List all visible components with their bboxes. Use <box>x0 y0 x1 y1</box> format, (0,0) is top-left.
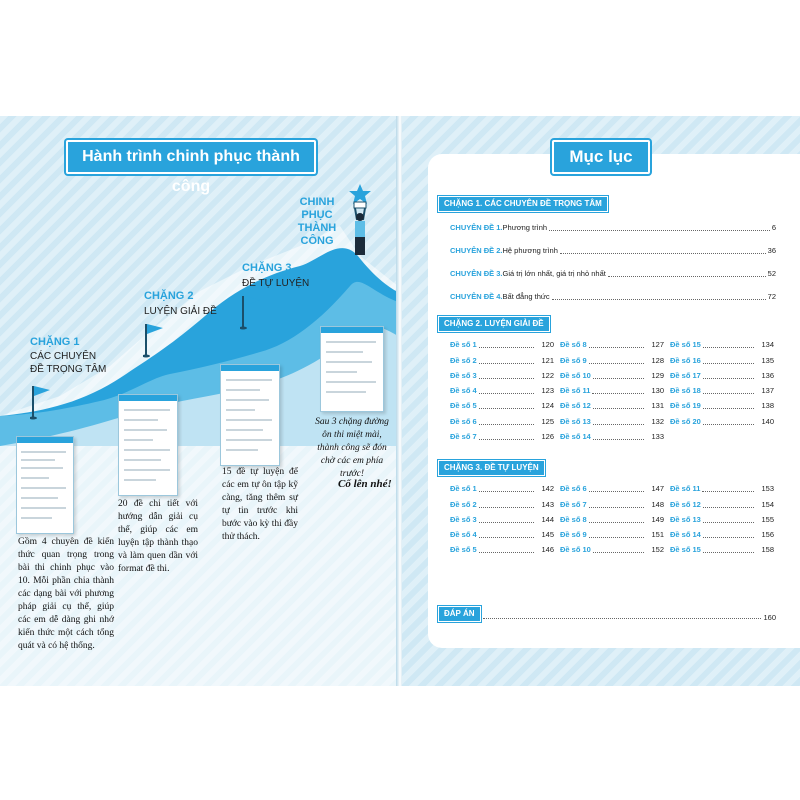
toc-entry-label: Đề số 16 <box>670 355 701 365</box>
toc-entry[interactable] <box>450 367 554 382</box>
toc-entry-label: Đề số 14 <box>560 432 591 442</box>
dot-leader <box>703 537 754 538</box>
dot-leader <box>479 347 534 348</box>
toc-entry-page: 142 <box>541 484 554 494</box>
toc-entry[interactable] <box>450 541 554 556</box>
stage-2-subtitle: LUYỆN GIẢI ĐỀ <box>144 306 217 317</box>
toc-topic-key: CHUYÊN ĐỀ 4. <box>450 292 503 301</box>
toc-entry-label: Đề số 12 <box>560 401 591 411</box>
book-spread <box>0 116 800 686</box>
toc-topic-page: 36 <box>767 246 776 255</box>
toc-entry-label: Đề số 2 <box>450 499 477 509</box>
toc-entry-label: Đề số 10 <box>560 545 591 555</box>
dot-leader <box>479 378 534 379</box>
dot-leader <box>703 507 754 508</box>
toc-entry-page: 133 <box>651 432 664 442</box>
toc-entry[interactable] <box>560 336 664 351</box>
toc-entry-label: Đề số 7 <box>560 499 587 509</box>
toc-entry-label: Đề số 12 <box>670 499 701 509</box>
toc-entry-page: 129 <box>651 370 664 380</box>
document-thumbnail-icon <box>320 326 384 412</box>
dot-leader <box>703 424 754 425</box>
toc-entry-page: 146 <box>541 545 554 555</box>
toc-entry[interactable] <box>560 351 664 366</box>
dot-leader <box>589 537 644 538</box>
toc-entry-page: 148 <box>651 499 664 509</box>
toc-entry-label: Đề số 1 <box>450 484 477 494</box>
toc-topic-title: Hệ phương trình <box>502 246 558 255</box>
dot-leader <box>593 408 644 409</box>
document-thumbnail-icon <box>220 364 280 466</box>
dot-leader <box>593 424 644 425</box>
toc-entry[interactable] <box>560 526 664 541</box>
toc-entry-label: Đề số 13 <box>560 416 591 426</box>
toc-entry-page: 122 <box>541 370 554 380</box>
answers-header: ĐÁP ÁN <box>438 606 481 622</box>
toc-entry[interactable] <box>450 336 554 351</box>
toc-entry[interactable] <box>560 397 664 412</box>
toc-entry[interactable] <box>450 351 554 366</box>
toc-entry[interactable] <box>450 511 554 526</box>
toc-entry-label: Đề số 20 <box>670 416 701 426</box>
toc-entry-page: 152 <box>651 545 664 555</box>
toc-entry[interactable] <box>670 495 774 510</box>
toc-entry-page: 155 <box>761 514 774 524</box>
stage-3-subtitle: ĐỀ TỰ LUYỆN <box>242 278 310 289</box>
dot-leader <box>552 299 766 300</box>
toc-entry-page: 124 <box>541 401 554 411</box>
toc-entry[interactable] <box>560 367 664 382</box>
person-icon <box>345 184 375 264</box>
toc-entry-label: Đề số 19 <box>670 401 701 411</box>
toc-entry-page: 123 <box>541 386 554 396</box>
dot-leader <box>479 507 534 508</box>
flag-icon <box>143 322 165 358</box>
stage-1-subtitle: CÁC CHUYÊN ĐỀ TRỌNG TÂM <box>30 351 107 375</box>
toc-entry[interactable] <box>670 382 774 397</box>
toc-entry-page: 156 <box>761 530 774 540</box>
toc-entry[interactable] <box>450 397 554 412</box>
toc-entry-label: Đề số 4 <box>450 386 477 396</box>
toc-entry[interactable] <box>450 428 554 443</box>
toc-entry-label: Đề số 1 <box>450 340 477 350</box>
toc-entry[interactable] <box>670 480 774 495</box>
toc-entry[interactable] <box>560 541 664 556</box>
toc-topic-key: CHUYÊN ĐỀ 3. <box>450 269 503 278</box>
section-2-header: CHẶNG 2. LUYỆN GIẢI ĐỀ <box>438 316 550 332</box>
toc-entry-label: Đề số 9 <box>560 530 587 540</box>
toc-entry-page: 134 <box>761 340 774 350</box>
journey-banner: Hành trình chinh phục thành công <box>66 140 316 174</box>
cheer-text: Cố lên nhé! <box>338 478 392 490</box>
dot-leader <box>593 439 644 440</box>
dot-leader <box>560 253 766 254</box>
dot-leader <box>479 552 534 553</box>
dot-leader <box>589 347 644 348</box>
toc-entry[interactable] <box>450 495 554 510</box>
dot-leader <box>479 408 534 409</box>
answers-row[interactable] <box>438 606 776 622</box>
toc-entry-page: 154 <box>761 499 774 509</box>
flag-icon <box>240 294 262 330</box>
toc-banner: Mục lục <box>552 140 650 174</box>
dot-leader <box>608 276 766 277</box>
dot-leader <box>479 522 534 523</box>
dot-leader <box>479 537 534 538</box>
toc-topic-row[interactable] <box>450 268 776 280</box>
toc-entry[interactable] <box>670 397 774 412</box>
toc-entry[interactable] <box>670 412 774 427</box>
section-1-header: CHẶNG 1. CÁC CHUYÊN ĐỀ TRỌNG TÂM <box>438 196 608 212</box>
toc-entry-page: 145 <box>541 530 554 540</box>
dot-leader <box>589 363 644 364</box>
toc-entry[interactable] <box>450 480 554 495</box>
toc-topic-key: CHUYÊN ĐỀ 2. <box>450 246 503 255</box>
toc-entry[interactable] <box>670 367 774 382</box>
toc-entry-label: Đề số 17 <box>670 370 701 380</box>
toc-entry-page: 149 <box>651 514 664 524</box>
toc-entry-page: 136 <box>761 370 774 380</box>
toc-entry-page: 132 <box>651 416 664 426</box>
toc-entry[interactable] <box>670 541 774 556</box>
stage-3-description: 15 đề tự luyện để các em tự ôn tập kỹ càng, tăng thêm sự tự tin trước khi bước vào kỳ thi đầy thử thách. <box>222 467 298 542</box>
toc-entry-page: 153 <box>761 484 774 494</box>
dot-leader <box>549 230 770 231</box>
toc-entry-page: 127 <box>651 340 664 350</box>
answers-page: 160 <box>763 613 776 622</box>
toc-topic-key: CHUYÊN ĐỀ 1. <box>450 223 503 232</box>
toc-entry[interactable] <box>560 428 664 443</box>
toc-entry[interactable] <box>560 495 664 510</box>
dot-leader <box>703 393 754 394</box>
dot-leader <box>703 522 754 523</box>
stage-1-description: Gồm 4 chuyên đề kiến thức quan trọng trong bài thi chinh phục vào 10. Mỗi phần chia thành các dạng bài với phương pháp giải cụ thể, giúp các em dễ dàng ghi nhớ kiến thức một cách tổng quát và có hệ thống. <box>18 537 114 651</box>
toc-entry-label: Đề số 7 <box>450 432 477 442</box>
dot-leader <box>593 378 644 379</box>
toc-entry-label: Đề số 4 <box>450 530 477 540</box>
dot-leader <box>703 552 754 553</box>
dot-leader <box>703 408 754 409</box>
toc-entry-label: Đề số 15 <box>670 545 701 555</box>
toc-entry-page: 138 <box>761 401 774 411</box>
dot-leader <box>703 347 754 348</box>
toc-entry[interactable] <box>670 351 774 366</box>
dot-leader <box>589 522 644 523</box>
dot-leader <box>703 363 754 364</box>
toc-entry-label: Đề số 3 <box>450 370 477 380</box>
stage-4-title: CHINH PHỤC THÀNH CÔNG <box>297 196 337 247</box>
left-page <box>0 116 398 686</box>
toc-entry-label: Đề số 3 <box>450 514 477 524</box>
toc-entry-page: 135 <box>761 355 774 365</box>
toc-topic-row[interactable] <box>450 222 776 234</box>
dot-leader <box>479 393 534 394</box>
toc-topic-row[interactable] <box>450 291 776 303</box>
stage-2-description: 20 đề chi tiết với hướng dẫn giải cụ thể, giúp các em luyện tập thành thạo và làm quen dần với format đề thi. <box>118 499 198 574</box>
toc-topic-title: Phương trình <box>502 223 548 232</box>
toc-entry-page: 158 <box>761 545 774 555</box>
toc-entry-label: Đề số 9 <box>560 355 587 365</box>
flag-icon <box>30 384 52 420</box>
toc-topic-title: Giá trị lớn nhất, giá trị nhỏ nhất <box>502 269 606 278</box>
toc-entry-label: Đề số 15 <box>670 340 701 350</box>
dot-leader <box>589 507 644 508</box>
document-thumbnail-icon <box>16 436 74 534</box>
toc-topic-row[interactable] <box>450 245 776 257</box>
toc-column <box>670 480 774 556</box>
toc-entry[interactable] <box>560 480 664 495</box>
toc-entry[interactable] <box>670 336 774 351</box>
toc-column <box>560 480 664 556</box>
toc-entry-page: 137 <box>761 386 774 396</box>
toc-entry-label: Đề số 10 <box>560 370 591 380</box>
toc-column <box>670 336 774 428</box>
toc-entry-label: Đề số 11 <box>560 386 591 396</box>
toc-column <box>450 480 554 556</box>
stage-4-description: Sau 3 chặng đường ôn thi miệt mài, thành công sẽ đón chờ các em phía trước! <box>315 417 389 479</box>
toc-topic-page: 72 <box>767 292 776 301</box>
toc-entry-page: 131 <box>651 401 664 411</box>
toc-entry[interactable] <box>560 412 664 427</box>
toc-topic-title: Bất đẳng thức <box>502 292 550 301</box>
dot-leader <box>593 552 644 553</box>
toc-entry[interactable] <box>450 526 554 541</box>
toc-entry-label: Đề số 6 <box>450 416 477 426</box>
dot-leader <box>479 363 534 364</box>
toc-entry-label: Đề số 8 <box>560 340 587 350</box>
stage-3-title: CHẶNG 3 <box>242 262 292 274</box>
toc-entry-page: 147 <box>651 484 664 494</box>
document-thumbnail-icon <box>118 394 178 496</box>
stage-1-title: CHẶNG 1 <box>30 336 80 348</box>
dot-leader <box>479 491 534 492</box>
dot-leader <box>702 491 754 492</box>
dot-leader <box>479 439 534 440</box>
toc-entry-label: Đề số 5 <box>450 545 477 555</box>
toc-entry[interactable] <box>670 511 774 526</box>
toc-entry[interactable] <box>670 526 774 541</box>
toc-entry-page: 144 <box>541 514 554 524</box>
table-of-contents <box>428 154 800 648</box>
right-page <box>402 116 800 686</box>
toc-entry[interactable] <box>560 511 664 526</box>
toc-topic-page: 52 <box>767 269 776 278</box>
toc-column <box>450 336 554 443</box>
stage-2-title: CHẶNG 2 <box>144 290 194 302</box>
dot-leader <box>592 393 644 394</box>
toc-entry-label: Đề số 18 <box>670 386 701 396</box>
dot-leader <box>589 491 644 492</box>
toc-entry-page: 151 <box>651 530 664 540</box>
toc-entry-label: Đề số 14 <box>670 530 701 540</box>
dot-leader <box>479 424 534 425</box>
toc-entry-page: 125 <box>541 416 554 426</box>
toc-entry-page: 121 <box>541 355 554 365</box>
section-3-header: CHẶNG 3. ĐỀ TỰ LUYỆN <box>438 460 545 476</box>
toc-entry-page: 126 <box>541 432 554 442</box>
toc-entry-page: 143 <box>541 499 554 509</box>
toc-entry-page: 120 <box>541 340 554 350</box>
toc-entry-label: Đề số 2 <box>450 355 477 365</box>
toc-entry-page: 130 <box>651 386 664 396</box>
toc-entry-label: Đề số 5 <box>450 401 477 411</box>
toc-entry[interactable] <box>560 382 664 397</box>
dot-leader <box>703 378 754 379</box>
toc-entry[interactable] <box>450 412 554 427</box>
toc-topic-page: 6 <box>771 223 776 232</box>
toc-entry[interactable] <box>450 382 554 397</box>
toc-entry-page: 140 <box>761 416 774 426</box>
toc-entry-label: Đề số 13 <box>670 514 701 524</box>
toc-column <box>560 336 664 443</box>
toc-entry-label: Đề số 11 <box>670 484 701 494</box>
toc-entry-label: Đề số 6 <box>560 484 587 494</box>
toc-entry-page: 128 <box>651 355 664 365</box>
toc-entry-label: Đề số 8 <box>560 514 587 524</box>
